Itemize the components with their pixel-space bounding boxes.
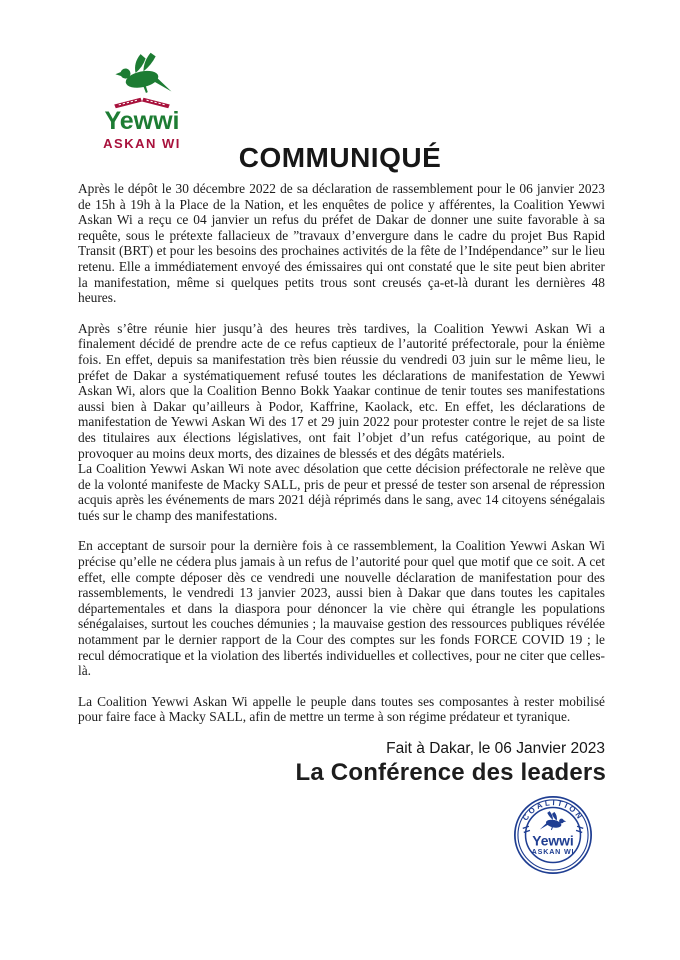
paragraph-5: La Coalition Yewwi Askan Wi appelle le peuple dans toutes ses composantes à rester mobilisé pour faire face à Macky SALL, afin de mettre un terme à son régime prédateur et tyranique. xyxy=(78,693,605,725)
paragraph-1: Après le dépôt le 30 décembre 2022 de sa déclaration de rassemblement pour le 06 janvier 2023 de 15h à 19h à la Place de la Nation, et les enquêtes de police y afférentes, la Coalition Yewwi Askan Wi a reçu ce 04 janvier un refus du préfet de Dakar de donner une suite favorable à sa requête, sous le prétexte fallacieux de ”travaux d’envergure dans le cadre du projet Bus Rapid Transit (BRT) et pour les besoins des prochaines activités de la fête de l’Indépendance” sur le lieu retenu. Elle a immédiatement envoyé des émissaires qui ont constaté que le site peut bien abriter la manifestation, même si quelques petits trous sont creusés ça-et-là durant les dernières 48 heures. xyxy=(78,181,605,306)
paragraph-2: Après s’être réunie hier jusqu’à des heures très tardives, la Coalition Yewwi Askan Wi a finalement décidé de prendre acte de ce refus captieux de l’autorité préfectorale, pour la énième fois. En effet, depuis sa manifestation très bien réussie du vendredi 03 juin sur le même lieu, le préfet de Dakar a systématiquement refusé toutes les déclarations de manifestation de Yewwi Askan Wi, alors que la Coalition Benno Bokk Yaakar continue de tenir toutes ses manifestations aussi bien à Dakar qu’ailleurs à Podor, Kaffrine, Kaolack, etc. En effet, les déclarations de manifestation de Yewwi Askan Wi des 17 et 29 juin 2022 pour protester contre le rejet de sa liste des titulaires aux élections législatives, ont fait l’objet d’un refus catégorique, au point de provoquer au moins deux morts, des dizaines de blessés et des dégâts matériels. xyxy=(78,320,605,461)
svg-text:COALITION xyxy=(521,798,586,822)
stamp-wordmark: Yewwi xyxy=(532,832,574,849)
logo-wordmark: Yewwi xyxy=(104,107,180,135)
signature: La Conférence des leaders xyxy=(295,759,606,786)
coalition-stamp xyxy=(512,794,594,876)
document-body xyxy=(78,181,605,725)
document-title: COMMUNIQUÉ xyxy=(238,142,442,173)
dateline: Fait à Dakar, le 06 Janvier 2023 xyxy=(386,740,605,757)
stamp-subwordmark: ASKAN WI xyxy=(531,847,575,856)
dove-icon xyxy=(109,52,175,98)
stamp-top-text: COALITION xyxy=(520,798,586,823)
stamp-dove-icon xyxy=(540,811,566,830)
paragraph-3: La Coalition Yewwi Askan Wi note avec désolation que cette décision préfectorale ne relève que de la volonté manifeste de Macky SALL, pris de peur et pressé de tester son arsenal de répression acquis après les événements de mars 2021 déjà réprimés dans le sang, avec 14 citoyens sénégalais tués sur le champ des manifestations. xyxy=(78,461,605,523)
logo-subwordmark: ASKAN WI xyxy=(103,136,181,151)
paragraph-4: En acceptant de sursoir pour la dernière fois à ce rassemblement, la Coalition Yewwi Askan Wi précise qu’elle ne cédera plus jamais à un refus de l’autorité pour quel que motif que ce soit. A cet effet, elle compte déposer dès ce vendredi une nouvelle déclaration de manifestation pour des rassemblements, le vendredi 13 janvier 2023, aussi bien à Dakar que dans toutes les capitales départementales et dans la diaspora pour dénoncer la vie chère qui étrangle les populations sénégalaises, surtout les couches démunies ; la mauvaise gestion des ressources publiques révélée notamment par le dernier rapport de la Cour des comptes sur les fonds FORCE COVID 19 ; le recul démocratique et la violation des libertés individuelles et collectives, pour ne citer que celles-là. xyxy=(78,538,605,679)
stamp-seal-icon xyxy=(512,794,594,876)
yewwi-logo xyxy=(96,52,188,151)
